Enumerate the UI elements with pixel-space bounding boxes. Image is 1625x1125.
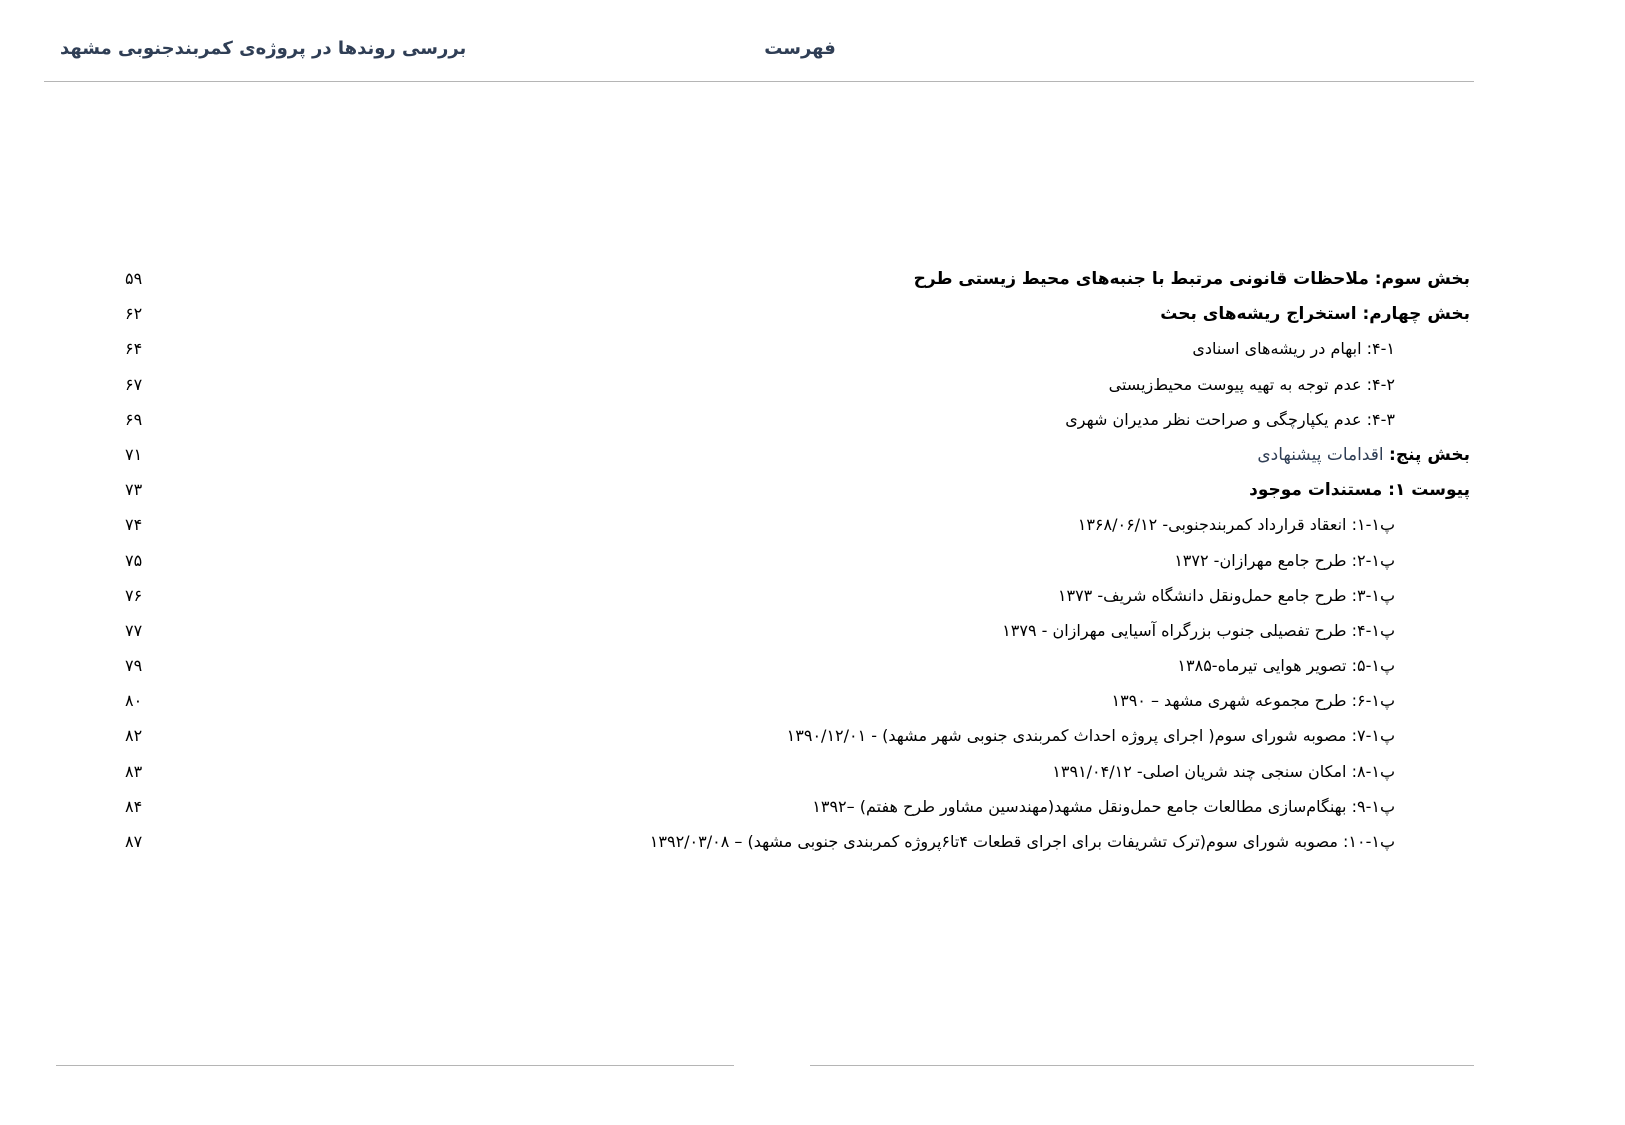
toc-entry[interactable] <box>125 510 1475 545</box>
toc-entry-title: ۴-۲: عدم توجه به تهیه پیوست محیط‌زیستی <box>1108 374 1395 394</box>
toc-entry-title: پ۱-۹: بهنگام‌سازی مطالعات جامع حمل‌ونقل مشهد(مهندسین مشاور طرح هفتم) –۱۳۹۲ <box>812 796 1395 816</box>
toc-entry[interactable] <box>125 546 1475 581</box>
toc-entry-page: ۶۷ <box>125 374 143 394</box>
footer-divider-left <box>56 1065 734 1066</box>
toc-entry-page: ۶۴ <box>125 339 143 359</box>
toc-entry[interactable] <box>125 651 1475 686</box>
toc-entry-title <box>1257 444 1470 466</box>
toc-entry-page: ۸۴ <box>125 796 143 816</box>
toc-entry-title: پ۱-۵: تصویر هوایی تیرماه-۱۳۸۵ <box>1177 656 1395 676</box>
toc-entry-page: ۷۹ <box>125 656 143 676</box>
toc-entry-title: پ۱-۲: طرح جامع مهرازان- ۱۳۷۲ <box>1174 550 1395 570</box>
toc-entry[interactable] <box>125 475 1475 510</box>
toc-entry-title: پ۱-۴: طرح تفصیلی جنوب بزرگراه آسیایی مهرازان - ۱۳۷۹ <box>1002 620 1395 640</box>
toc-entry-title: پیوست ۱: مستندات موجود <box>1249 480 1470 501</box>
section-title: فهرست <box>764 38 836 59</box>
toc-entry-page: ۷۶ <box>125 585 143 605</box>
toc-entry-page: ۷۵ <box>125 550 143 570</box>
toc-entry[interactable] <box>125 405 1475 440</box>
toc-entry[interactable] <box>125 299 1475 334</box>
table-of-contents <box>125 264 1475 862</box>
toc-entry-title: پ۱-۱: انعقاد قرارداد کمربندجنوبی- ۱۳۶۸/۰۶/۱۲ <box>1077 515 1395 535</box>
footer-divider-right <box>810 1065 1474 1066</box>
toc-entry[interactable] <box>125 370 1475 405</box>
toc-entry-title: پ۱-۶: طرح مجموعه شهری مشهد – ۱۳۹۰ <box>1111 691 1395 711</box>
toc-entry-page: ۸۳ <box>125 761 143 781</box>
toc-entry-page: ۶۹ <box>125 409 143 429</box>
toc-entry[interactable] <box>125 334 1475 369</box>
toc-entry-title: بخش سوم: ملاحظات قانونی مرتبط با جنبه‌های محیط زیستی طرح <box>913 269 1470 289</box>
toc-entry[interactable] <box>125 440 1475 475</box>
toc-entry-title: ۴-۱: ابهام در ریشه‌های اسنادی <box>1192 339 1395 359</box>
toc-entry-page: ۵۹ <box>125 269 143 288</box>
toc-entry[interactable] <box>125 792 1475 827</box>
toc-entry-title: پ۱-۱۰: مصوبه شورای سوم(ترک تشریفات برای اجرای قطعات ۴تا۶پروژه کمربندی جنوبی مشهد) – ۱۳۹۲/۰۳/۰۸ <box>649 832 1395 851</box>
toc-entry[interactable] <box>125 581 1475 616</box>
toc-entry-page: ۷۳ <box>125 480 143 500</box>
toc-entry[interactable] <box>125 264 1475 299</box>
toc-entry-title-main: بخش پنج: <box>1389 444 1470 465</box>
toc-entry-page: ۸۷ <box>125 832 143 851</box>
toc-entry-page: ۷۴ <box>125 515 143 535</box>
header-divider <box>44 81 1474 82</box>
toc-entry-page: ۷۷ <box>125 620 143 640</box>
toc-entry-title: پ۱-۳: طرح جامع حمل‌ونقل دانشگاه شریف- ۱۳۷۳ <box>1057 585 1395 605</box>
toc-entry[interactable] <box>125 616 1475 651</box>
toc-entry-title: بخش چهارم: استخراج ریشه‌های بحث <box>1160 304 1470 325</box>
toc-entry[interactable] <box>125 721 1475 756</box>
toc-entry-title-accent: اقدامات پیشنهادی <box>1257 444 1390 465</box>
toc-entry-title: ۴-۳: عدم یکپارچگی و صراحت نظر مدیران شهری <box>1065 409 1395 429</box>
toc-entry-title: پ۱-۸: امکان سنجی چند شریان اصلی- ۱۳۹۱/۰۴/۱۲ <box>1052 761 1395 781</box>
toc-entry-title: پ۱-۷: مصوبه شورای سوم( اجرای پروژه احداث کمربندی جنوبی شهر مشهد) - ۱۳۹۰/۱۲/۰۱ <box>786 726 1395 746</box>
toc-entry-page: ۶۲ <box>125 304 143 324</box>
toc-entry-page: ۷۱ <box>125 444 143 464</box>
toc-entry-page: ۸۲ <box>125 726 143 746</box>
document-title: بررسی روندها در پروژه‌ی کمربندجنوبی مشهد <box>60 38 467 59</box>
toc-entry-page: ۸۰ <box>125 691 143 711</box>
toc-entry[interactable] <box>125 686 1475 721</box>
toc-entry[interactable] <box>125 827 1475 862</box>
toc-entry[interactable] <box>125 757 1475 792</box>
